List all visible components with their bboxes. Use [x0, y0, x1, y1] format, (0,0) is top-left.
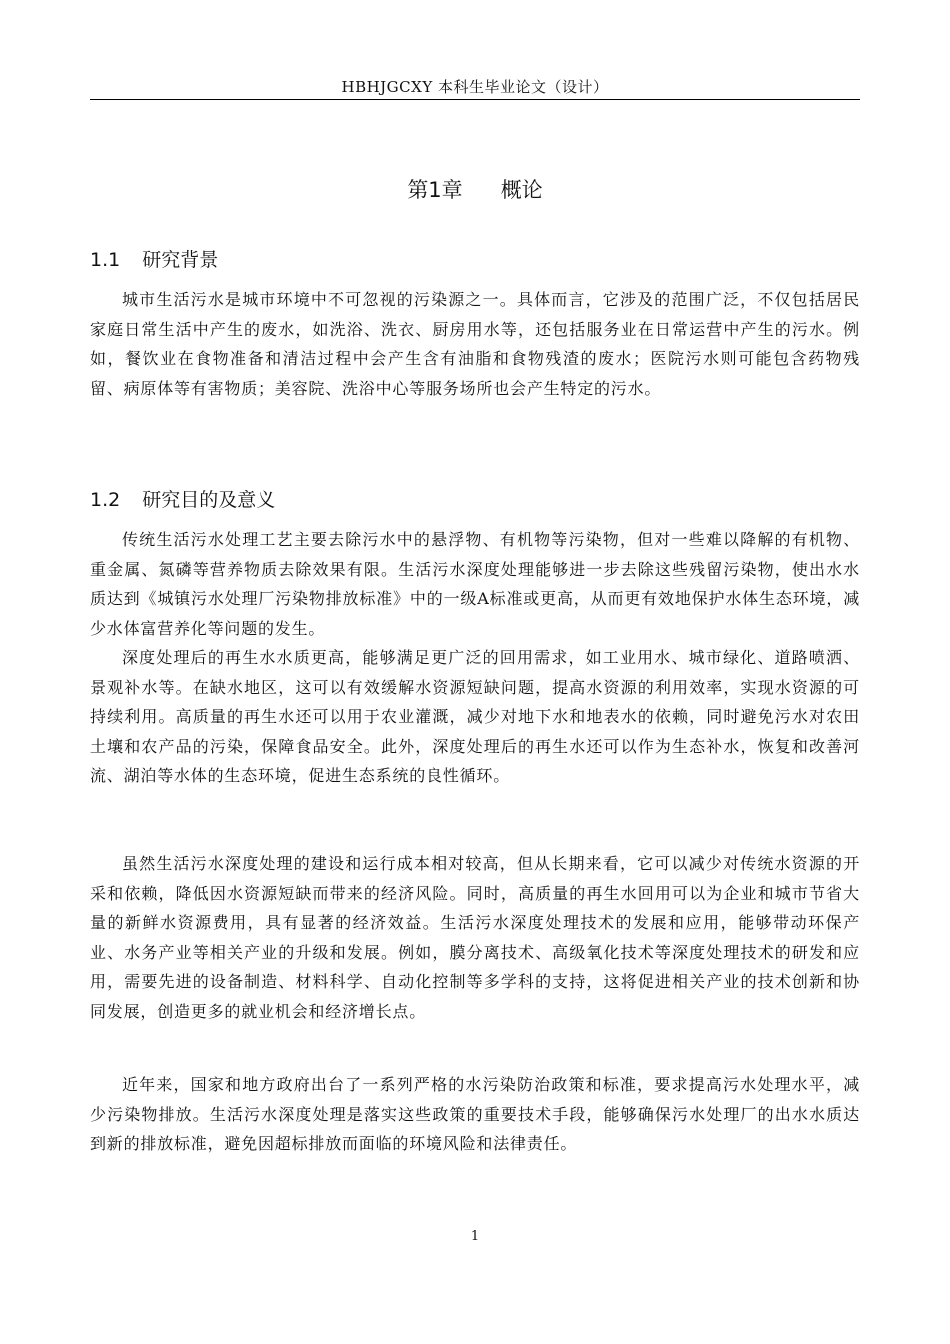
section-number: 1.1	[90, 249, 121, 271]
page-number: 1	[470, 1229, 480, 1244]
paragraph-purpose-1: 传统生活污水处理工艺主要去除污水中的悬浮物、有机物等污染物，但对一些难以降解的有机物、重金属、氮磷等营养物质去除效果有限。生活污水深度处理能够进一步去除这些残留污染物，使出水水质达到《城镇污水处理厂污染物排放标准》中的一级A标准或更高，从而更有效地保护水体生态环境，减少水体富营养化等问题的发生。	[90, 530, 860, 638]
section-title: 研究背景	[142, 249, 219, 271]
paragraph-purpose-2: 深度处理后的再生水水质更高，能够满足更广泛的回用需求，如工业用水、城市绿化、道路喷洒、景观补水等。在缺水地区，这可以有效缓解水资源短缺问题，提高水资源的利用效率，实现水资源的可持续利用。高质量的再生水还可以用于农业灌溉，减少对地下水和地表水的依赖，同时避免污水对农田土壤和农产品的污染，保障食品安全。此外，深度处理后的再生水还可以作为生态补水，恢复和改善河流、湖泊等水体的生态环境，促进生态系统的良性循环。	[90, 648, 860, 786]
page-header: HBHJGCXY 本科生毕业论文（设计）	[341, 78, 609, 96]
chapter-number: 第1章	[407, 178, 463, 202]
section-title: 研究目的及意义	[142, 489, 276, 511]
section-heading-1-1	[90, 246, 218, 274]
header-rule	[90, 99, 860, 100]
section-number: 1.2	[90, 489, 121, 511]
chapter-name: 概论	[500, 178, 543, 202]
paragraph-purpose-4: 近年来，国家和地方政府出台了一系列严格的水污染防治政策和标准，要求提高污水处理水平，减少污染物排放。生活污水深度处理是落实这些政策的重要技术手段，能够确保污水处理厂的出水水质达到新的排放标准，避免因超标排放而面临的环境风险和法律责任。	[90, 1075, 860, 1154]
paragraph-background: 城市生活污水是城市环境中不可忽视的污染源之一。具体而言，它涉及的范围广泛，不仅包括居民家庭日常生活中产生的废水，如洗浴、洗衣、厨房用水等，还包括服务业在日常运营中产生的污水。例如，餐饮业在食物准备和清洁过程中会产生含有油脂和食物残渣的废水；医院污水则可能包含药物残留、病原体等有害物质；美容院、洗浴中心等服务场所也会产生特定的污水。	[90, 290, 860, 398]
paragraph-purpose-3: 虽然生活污水深度处理的建设和运行成本相对较高，但从长期来看，它可以减少对传统水资源的开采和依赖，降低因水资源短缺而带来的经济风险。同时，高质量的再生水回用可以为企业和城市节省大量的新鲜水资源费用，具有显著的经济效益。生活污水深度处理技术的发展和应用，能够带动环保产业、水务产业等相关产业的升级和发展。例如，膜分离技术、高级氧化技术等深度处理技术的研发和应用，需要先进的设备制造、材料科学、自动化控制等多学科的支持，这将促进相关产业的技术创新和协同发展，创造更多的就业机会和经济增长点。	[90, 854, 860, 1021]
section-heading-1-2	[90, 486, 275, 514]
chapter-title	[0, 174, 950, 206]
